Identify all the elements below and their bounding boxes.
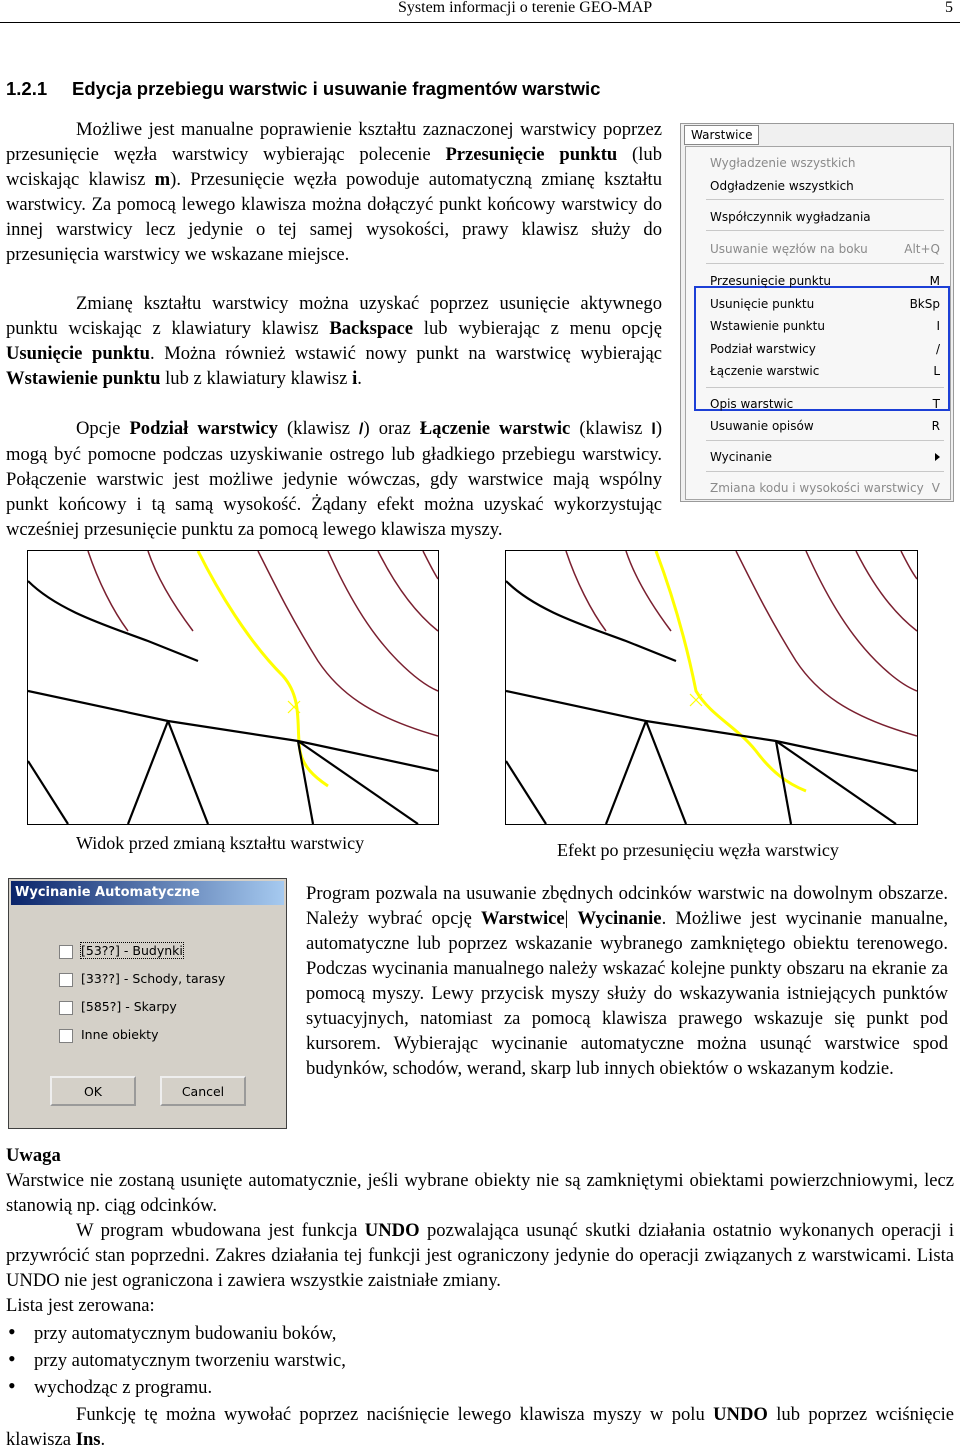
paragraph-node-move: Możliwe jest manualne poprawienie kształtu zaznaczonej warstwicy poprzez przesunięcie węzła warstwicy wybierając polecenie Przesunięcie punktu (lub wciskając klawisz m). Przesunięcie węzła powoduje automatyczną zmianę kształtu warstwicy. Za pomocą lewego klawisza można dołączyć punkt końcowy warstwicy do innej warstwicy lecz jedynie o tej samej wysokości, prawy klawisz służy do przesunięcia warstwicy we wskazane miejsce. bbox=[6, 119, 662, 265]
menu-item-opis-warstwic[interactable]: Opis warstwic T bbox=[710, 397, 940, 411]
menu-item-wstawienie-punktu[interactable]: Wstawienie punktu I bbox=[710, 319, 940, 333]
list-item: • przy automatycznym tworzeniu warstwic, bbox=[6, 1348, 954, 1375]
note-block bbox=[6, 1143, 954, 1452]
contour-line bbox=[901, 551, 917, 579]
contour-line bbox=[736, 551, 917, 736]
edge-line bbox=[28, 761, 68, 824]
menu-item-usuwanie-wezlow[interactable]: Usuwanie węzłów na boku Alt+Q bbox=[710, 242, 940, 256]
cancel-button[interactable]: Cancel bbox=[160, 1076, 246, 1106]
section-title: Edycja przebiegu warstwic i usuwanie fragmentów warstwic bbox=[72, 78, 601, 99]
menu-separator bbox=[706, 230, 944, 231]
menu-separator bbox=[706, 387, 944, 388]
ok-button[interactable]: OK bbox=[50, 1076, 136, 1106]
page-header bbox=[0, 0, 960, 23]
contour-line bbox=[566, 551, 606, 631]
paragraph-split-join: Opcje Podział warstwicy (klawisz /) oraz Łączenie warstwic (klawisz l) mogą być pomocne podczas uzyskiwanie ostrego lub gładkiego przebiegu warstwicy. Połączenie warstwic jest możliwe jedynie wówczas, gdy warstwice mają wspólny punkt końcowy i tą samą wysokość. Żądany efekt można uzyskać wykorzystując wcześniej przesunięcie punktu za pomocą lewego klawisza myszy. bbox=[6, 418, 663, 540]
edge-line bbox=[28, 691, 438, 771]
paragraph-undo: W program wbudowana jest funkcja UNDO pozwalająca usunąć skutki działania ostatnio wykonanych operacji i przywrócić stan poprzedni. Zakres działania tej funkcji jest ograniczony jedynie do operacji związanych z warstwicami. Lista UNDO nie jest ograniczona i zawiera wszystkie zaistniałe zmiany. bbox=[6, 1220, 954, 1291]
menu-separator bbox=[706, 471, 944, 472]
menu-item-usuwanie-opisow[interactable]: Usuwanie opisów R bbox=[710, 419, 940, 433]
dialog-title: Wycinanie Automatyczne bbox=[11, 881, 284, 905]
menu-separator bbox=[706, 199, 944, 200]
checkbox-icon bbox=[59, 1001, 73, 1015]
caption-before: Widok przed zmianą kształtu warstwicy bbox=[76, 833, 365, 853]
menu-item-podzial-warstwicy[interactable]: Podział warstwicy / bbox=[710, 342, 940, 356]
page-number: 5 bbox=[945, 0, 953, 16]
checkbox-icon bbox=[59, 945, 73, 959]
contour-line bbox=[328, 551, 438, 691]
contour-line bbox=[88, 551, 128, 631]
edge-line bbox=[168, 721, 208, 824]
menu-item-wygladzenie[interactable]: Wygładzenie wszystkich bbox=[710, 156, 856, 170]
menu-item-przesuniecie-punktu[interactable]: Przesunięcie punktu M bbox=[710, 274, 940, 288]
edge-line bbox=[646, 721, 686, 824]
section-heading bbox=[6, 78, 600, 100]
checkbox-icon bbox=[59, 1029, 73, 1043]
edge-line bbox=[128, 721, 168, 824]
list-intro: Lista jest zerowana: bbox=[6, 1295, 155, 1316]
wycinanie-dialog-screenshot: Wycinanie Automatyczne [53??] - Budynki [33??] - Schody, tarasy [585?] - Skarpy Inne obiekty bbox=[8, 878, 287, 1129]
list-item: • wychodząc z programu. bbox=[6, 1375, 954, 1402]
menu-item-laczenie-warstwic[interactable]: Łączenie warstwic L bbox=[710, 364, 940, 378]
caption-after: Efekt po przesunięciu węzła warstwicy bbox=[557, 840, 839, 860]
map-before-image bbox=[27, 550, 439, 825]
edge-line bbox=[506, 581, 676, 661]
note-text: Warstwice nie zostaną usunięte automatycznie, jeśli wybrane obiekty nie są zamkniętymi obiektami powierzchniowymi, lecz stanowią np. ciąg odcinków. bbox=[6, 1170, 954, 1216]
move-marker-icon bbox=[690, 694, 702, 706]
menu-separator bbox=[706, 263, 944, 264]
menu-tab-warstwice[interactable]: Warstwice bbox=[684, 125, 759, 145]
contour-line bbox=[806, 551, 917, 691]
menu-dropdown bbox=[685, 146, 951, 500]
warstwice-menu-screenshot bbox=[680, 123, 954, 502]
menu-item-zmiana-kodu[interactable]: Zmiana kodu i wysokości warstwicy V bbox=[710, 481, 940, 495]
contour-line bbox=[423, 551, 438, 579]
submenu-arrow-icon bbox=[935, 453, 940, 461]
edge-line bbox=[506, 691, 917, 771]
checkbox-icon bbox=[59, 973, 73, 987]
edge-line bbox=[28, 581, 198, 661]
menu-item-wycinanie[interactable]: Wycinanie bbox=[710, 450, 940, 464]
contour-line bbox=[148, 551, 193, 631]
paragraph-undo-invoke: Funkcję tę można wywołać poprzez naciśnięcie lewego klawisza myszy w polu UNDO lub poprzez wciśnięcie klawisza Ins. bbox=[6, 1404, 955, 1450]
section-number: 1.2.1 bbox=[6, 78, 48, 99]
paragraph-node-delete: Zmianę kształtu warstwicy można uzyskać poprzez usunięcie aktywnego punktu wciskając z klawiatury klawisz Backspace lub wybierając z menu opcję Usunięcie punktu. Można również wstawić nowy punkt na warstwicę wybierając Wstawienie punktu lub z klawiatury klawisz i. bbox=[6, 293, 663, 389]
edge-line bbox=[298, 741, 313, 824]
selected-contour bbox=[656, 551, 806, 791]
paragraph-wycinanie: Program pozwala na usuwanie zbędnych odcinków warstwic na dowolnym obszarze. Należy wybrać opcję Warstwice| Wycinanie. Możliwe jest wycinanie manualne, automatyczne lub poprzez wskazanie wybranego zamkniętego obiektu terenowego. Podczas wycinania manualnego należy wskazać kolejne punkty obszaru na ekranie za pomocą myszy. Lewy przycisk myszy służy do wskazywania istniejących punktów sytuacyjnych, natomiast za pomocą klawisza prawego wskazuje się punkt pod kursorem. Wybierając wycinanie automatyczne można usunąć warstwice spod budynków, schodów, werand, skarp lub innych obiektów o wskazanym kodzie. bbox=[306, 883, 948, 1079]
contour-line bbox=[626, 551, 671, 631]
header-title: System informacji o terenie GEO-MAP bbox=[398, 0, 653, 16]
command-przesuniecie: Przesunięcie punktu bbox=[445, 144, 618, 165]
reset-list bbox=[6, 1321, 954, 1402]
list-item: • przy automatycznym budowaniu boków, bbox=[6, 1321, 954, 1348]
map-after-image bbox=[505, 550, 918, 825]
edge-line bbox=[506, 761, 546, 824]
menu-item-wspolczynnik[interactable]: Współczynnik wygładzania bbox=[710, 210, 871, 224]
menu-item-odgladzenie[interactable]: Odgładzenie wszystkich bbox=[710, 179, 854, 193]
selected-contour bbox=[198, 551, 328, 786]
note-title: Uwaga bbox=[6, 1145, 61, 1166]
menu-item-usuniecie-punktu[interactable]: Usunięcie punktu BkSp bbox=[710, 297, 940, 311]
edge-line bbox=[606, 721, 646, 824]
contour-line bbox=[258, 551, 438, 736]
menu-separator bbox=[706, 440, 944, 441]
